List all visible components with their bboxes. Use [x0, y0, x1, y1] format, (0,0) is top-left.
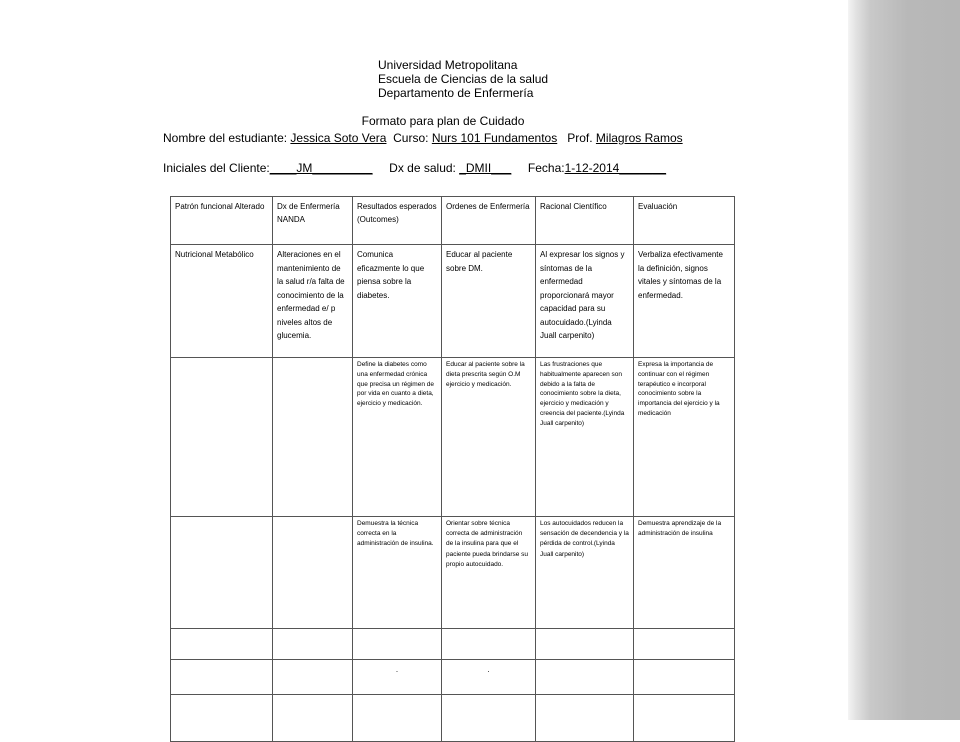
client-info-line [163, 161, 666, 175]
table-cell: Al expresar los signos y síntomas de la enfermedad proporcionará mayor capacidad para su autocuidado.(Lyinda Juall carpenito) [536, 245, 634, 358]
table-header-cell: Dx de Enfermería NANDA [273, 197, 353, 245]
table-header-cell: Ordenes de Enfermería [442, 197, 536, 245]
table-cell [171, 660, 273, 695]
table-row [171, 629, 735, 660]
table-row [171, 517, 735, 629]
table-cell: . [353, 660, 442, 695]
table-cell [353, 629, 442, 660]
decorative-side-panel [848, 0, 960, 720]
table-cell: Educar al paciente sobre DM. [442, 245, 536, 358]
student-info-line [163, 131, 683, 145]
course-label: Curso: [386, 131, 432, 145]
school-name: Escuela de Ciencias de la salud [378, 72, 549, 86]
table-cell [171, 358, 273, 517]
table-cell [273, 629, 353, 660]
table-cell [171, 695, 273, 742]
table-header-cell: Evaluación [634, 197, 735, 245]
table-cell: Verbaliza efectivamente la definición, signos vitales y síntomas de la enfermedad. [634, 245, 735, 358]
prof-name: Milagros Ramos [595, 131, 683, 145]
date-value: 1-12-2014_______ [564, 161, 667, 175]
table-row [171, 695, 735, 742]
table-cell: Demuestra la técnica correcta en la administración de insulina. [353, 517, 442, 629]
initials-label: Iniciales del Cliente: [163, 161, 270, 175]
table-row [171, 660, 735, 695]
prof-label: Prof. [557, 131, 596, 145]
table-cell [536, 629, 634, 660]
course-name: Nurs 101 Fundamentos [431, 131, 558, 145]
care-plan-table [170, 196, 735, 742]
client-initials: ____JM_________ [269, 161, 373, 175]
table-cell [634, 629, 735, 660]
table-row [171, 245, 735, 358]
student-label: Nombre del estudiante: [163, 131, 291, 145]
table-cell [273, 358, 353, 517]
table-cell [442, 629, 536, 660]
health-dx: _DMII___ [459, 161, 512, 175]
document-header [378, 58, 548, 100]
university-name: Universidad Metropolitana [378, 58, 518, 72]
table-cell: . [442, 660, 536, 695]
table-cell: Los autocuidados reducen la sensación de decendencia y la pérdida de control.(Lyinda Juall carpenito) [536, 517, 634, 629]
form-title: Formato para plan de Cuidado [361, 114, 525, 128]
table-cell: Las frustraciones que habitualmente aparecen son debido a la falta de conocimiento sobre la dieta, ejercicio y medicación y creencia del paciente.(Lyinda Juall carpenito) [536, 358, 634, 517]
table-cell [536, 695, 634, 742]
table-header-cell: Resultados esperados (Outcomes) [353, 197, 442, 245]
table-cell [171, 629, 273, 660]
table-row [171, 358, 735, 517]
table-header-row [171, 197, 735, 245]
table-header-cell: Patrón funcional Alterado [171, 197, 273, 245]
table-header-cell: Racional Científico [536, 197, 634, 245]
table-cell: Alteraciones en el mantenimiento de la salud r/a falta de conocimiento de la enfermedad e/ p niveles altos de glucemia. [273, 245, 353, 358]
table-cell [273, 517, 353, 629]
table-cell: Demuestra aprendizaje de la administración de insulina [634, 517, 735, 629]
table-cell [273, 695, 353, 742]
table-cell [536, 660, 634, 695]
table-cell: Define la diabetes como una enfermedad crónica que precisa un régimen de por vida en cuanto a dieta, ejercicio y medicación. [353, 358, 442, 517]
student-name: Jessica Soto Vera [290, 131, 387, 145]
date-label: Fecha: [511, 161, 565, 175]
table-cell [634, 660, 735, 695]
table-cell [634, 695, 735, 742]
department-name: Departamento de Enfermería [378, 86, 534, 100]
table-cell: Expresa la importancia de continuar con el régimen terapéutico e incorporal conocimiento sobre la importancia del ejercicio y la medicación [634, 358, 735, 517]
table-cell: Educar al paciente sobre la dieta prescrita según O.M ejercicio y medicación. [442, 358, 536, 517]
dx-label: Dx de salud: [372, 161, 460, 175]
table-cell: Comunica eficazmente lo que piensa sobre la diabetes. [353, 245, 442, 358]
table-cell [442, 695, 536, 742]
table-cell: Orientar sobre técnica correcta de administración de la insulina para que el paciente pueda brindarse su propio autocuidado. [442, 517, 536, 629]
table-cell [273, 660, 353, 695]
table-cell [353, 695, 442, 742]
table-cell: Nutricional Metabólico [171, 245, 273, 358]
table-cell [171, 517, 273, 629]
